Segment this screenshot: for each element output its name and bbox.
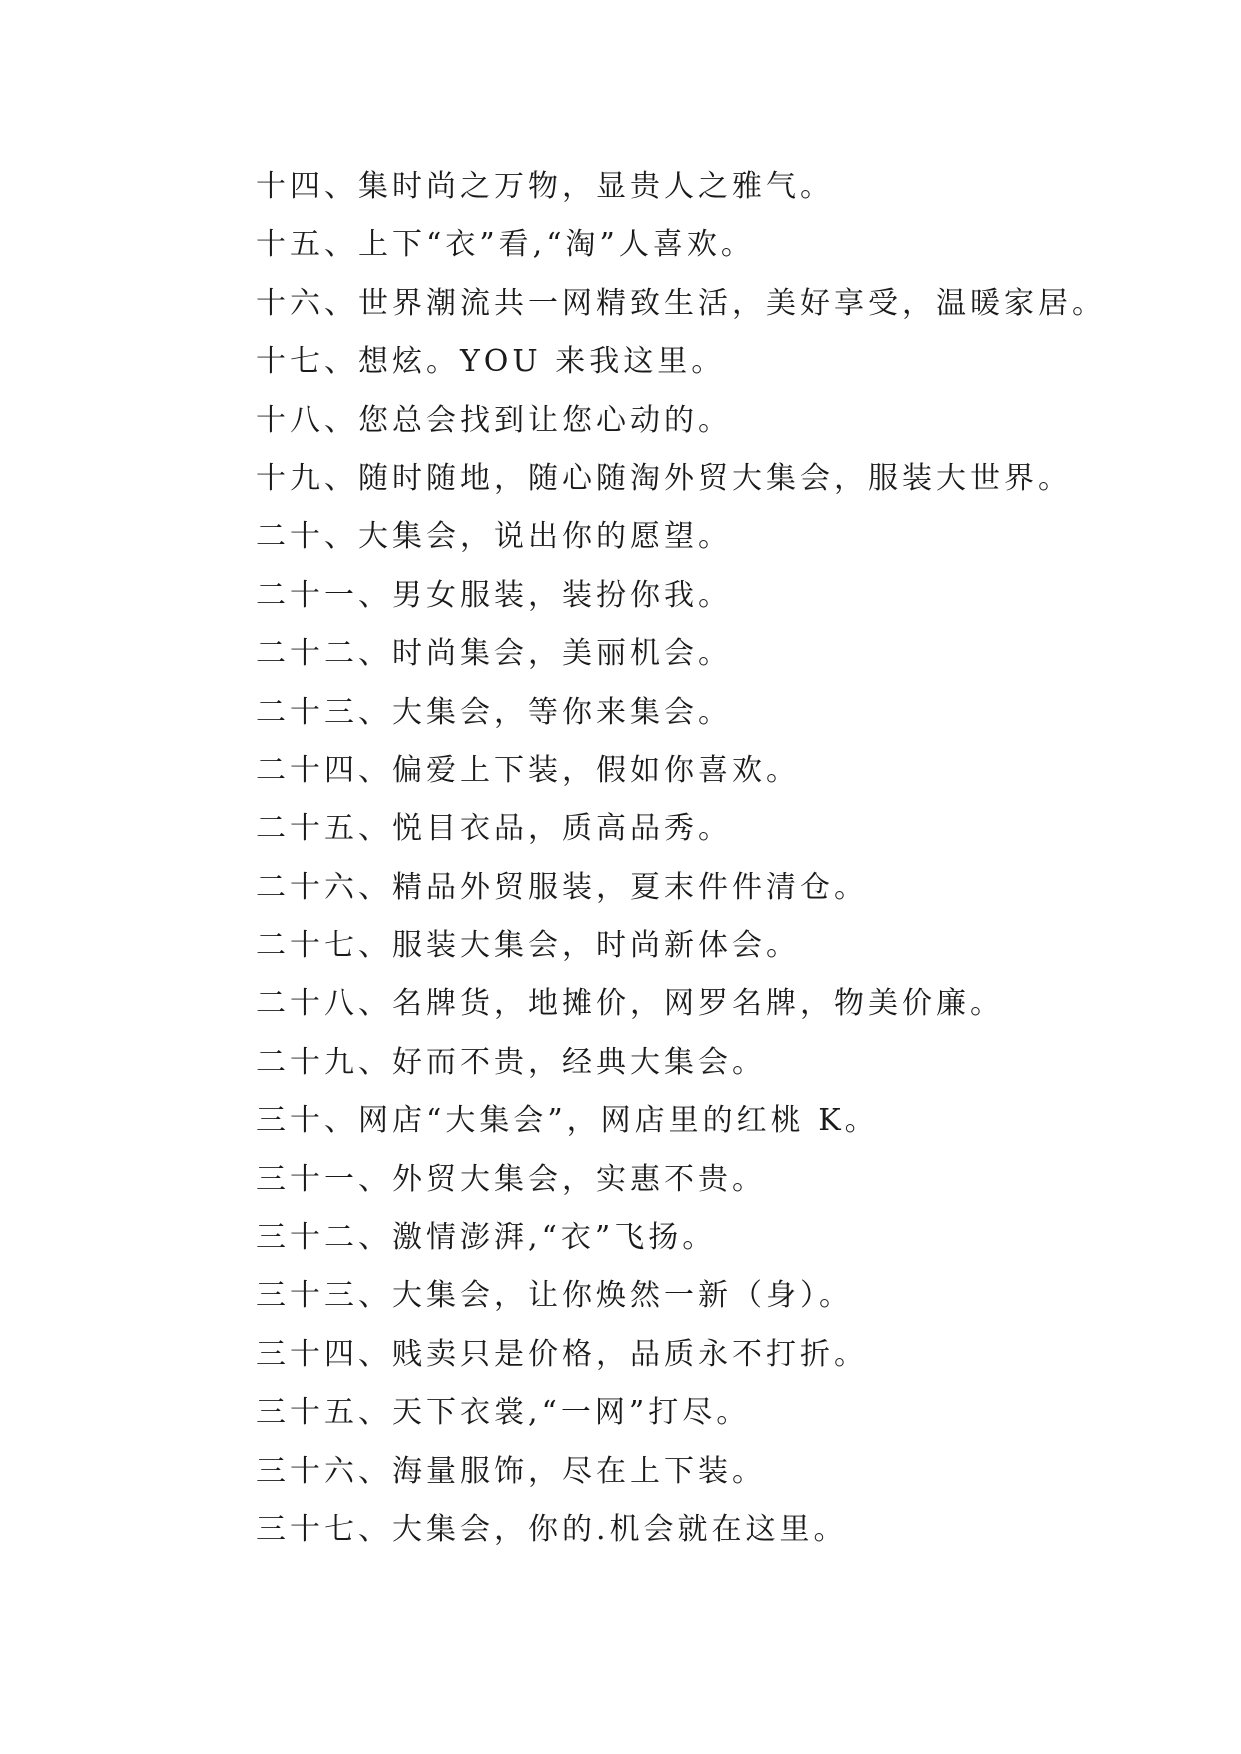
slogan-line: 十八、您总会找到让您心动的。 [256, 402, 732, 438]
slogan-line: 二十七、服装大集会，时尚新体会。 [256, 928, 800, 964]
slogan-line: 二十八、名牌货，地摊价，网罗名牌，物美价廉。 [256, 986, 1004, 1022]
slogan-line: 三十五、天下衣裳,“一网”打尽。 [256, 1395, 751, 1431]
slogan-line: 十五、上下“衣”看,“淘”人喜欢。 [256, 227, 755, 263]
slogan-line: 十七、想炫。YOU 来我这里。 [256, 344, 726, 380]
slogan-line: 二十六、精品外贸服装，夏末件件清仓。 [256, 869, 868, 905]
slogan-line: 三十七、大集会，你的.机会就在这里。 [256, 1511, 848, 1547]
slogan-line: 二十二、时尚集会，美丽机会。 [256, 636, 732, 672]
slogan-line: 二十三、大集会，等你来集会。 [256, 694, 732, 730]
slogan-line: 二十五、悦目衣品，质高品秀。 [256, 811, 732, 847]
slogan-list [256, 158, 1156, 1559]
slogan-line: 十九、随时随地，随心随淘外贸大集会，服装大世界。 [256, 460, 1072, 496]
slogan-line: 二十四、偏爱上下装，假如你喜欢。 [256, 752, 800, 788]
slogan-line: 三十、网店“大集会”，网店里的红桃 K。 [256, 1103, 879, 1139]
slogan-line: 三十三、大集会，让你焕然一新（身）。 [256, 1278, 853, 1314]
slogan-line: 二十、大集会，说出你的愿望。 [256, 519, 732, 555]
slogan-line: 十四、集时尚之万物，显贵人之雅气。 [256, 169, 834, 204]
slogan-line: 二十九、好而不贵，经典大集会。 [256, 1044, 766, 1080]
slogan-line: 二十一、男女服装，装扮你我。 [256, 577, 732, 613]
slogan-line: 三十二、激情澎湃,“衣”飞扬。 [256, 1220, 717, 1256]
slogan-line: 三十四、贱卖只是价格，品质永不打折。 [256, 1336, 868, 1372]
slogan-line: 三十一、外贸大集会，实惠不贵。 [256, 1161, 766, 1197]
slogan-line: 十六、世界潮流共一网精致生活，美好享受，温暖家居。 [256, 285, 1106, 321]
slogan-line: 三十六、海量服饰，尽在上下装。 [256, 1453, 766, 1489]
